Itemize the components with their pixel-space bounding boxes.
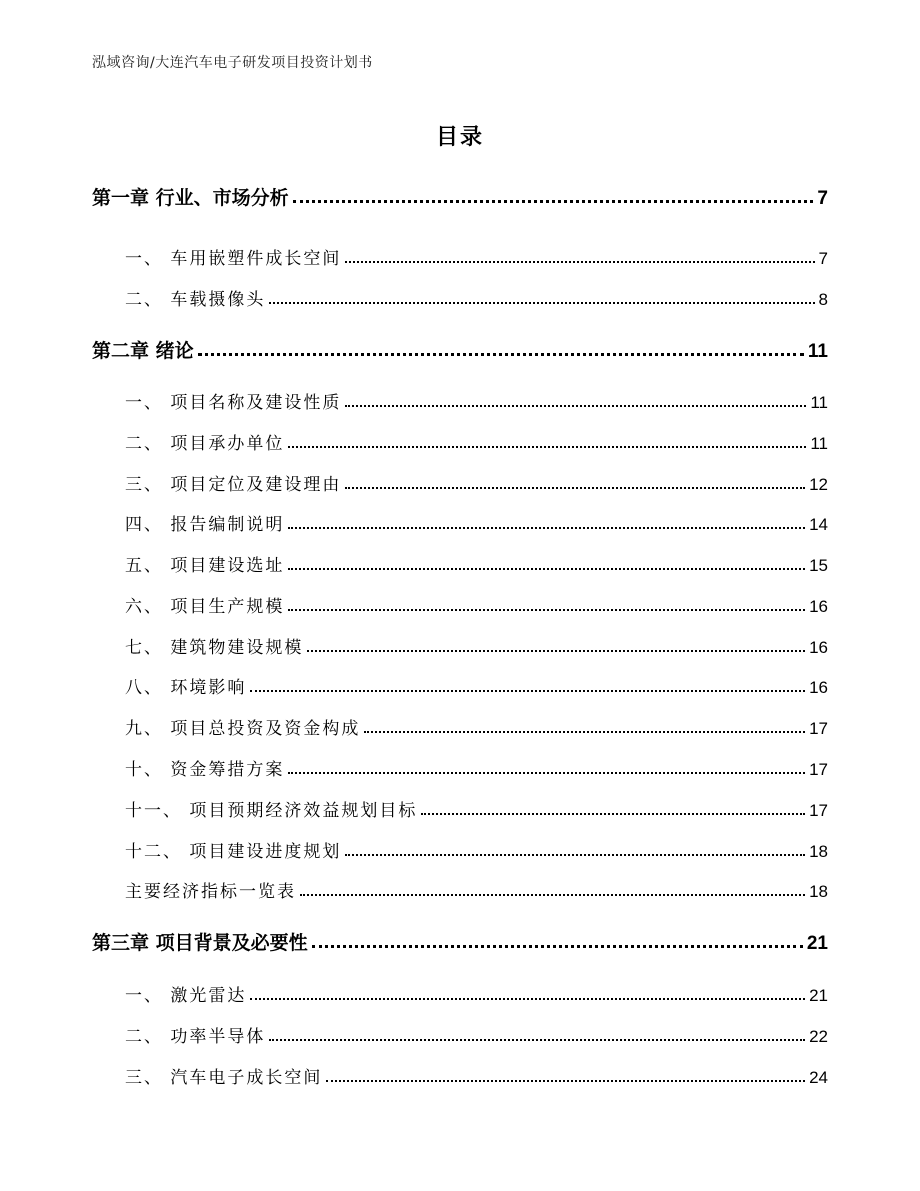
toc-entry-label: 八、 环境影响 xyxy=(125,678,247,698)
toc-entry-page: 18 xyxy=(809,882,828,901)
dot-leader xyxy=(421,813,805,815)
toc-entry-label: 第三章 项目背景及必要性 xyxy=(92,932,308,954)
toc-entry-section[interactable] xyxy=(125,1064,828,1088)
toc-entry-label: 主要经济指标一览表 xyxy=(125,882,296,902)
toc-entry-label: 一、 项目名称及建设性质 xyxy=(125,393,342,413)
toc-entry-section[interactable] xyxy=(125,430,828,454)
toc-entry-label: 三、 汽车电子成长空间 xyxy=(125,1068,323,1088)
toc-entry-section[interactable] xyxy=(125,389,828,413)
toc-entry-page: 16 xyxy=(809,638,828,657)
dot-leader xyxy=(288,772,805,774)
toc-entry-page: 21 xyxy=(806,933,828,954)
toc-entry-page: 17 xyxy=(809,719,828,738)
toc-entry-label: 十二、 项目建设进度规划 xyxy=(125,842,342,862)
toc-entry-label: 五、 项目建设选址 xyxy=(125,556,285,576)
toc-entry-page: 21 xyxy=(809,986,828,1005)
toc-entry-label: 一、 车用嵌塑件成长空间 xyxy=(125,249,342,269)
toc-entry-chapter-1[interactable] xyxy=(92,182,828,210)
dot-leader xyxy=(345,405,806,407)
toc-entry-page: 24 xyxy=(809,1068,828,1087)
toc-entry-label: 三、 项目定位及建设理由 xyxy=(125,475,342,495)
toc-entry-label: 四、 报告编制说明 xyxy=(125,515,285,535)
toc-entry-section[interactable] xyxy=(125,838,828,862)
dot-leader xyxy=(288,446,806,448)
toc-entry-label: 七、 建筑物建设规模 xyxy=(125,638,304,658)
toc-entry-label: 二、 项目承办单位 xyxy=(125,434,285,454)
toc-entry-section[interactable] xyxy=(125,593,828,617)
dot-leader xyxy=(364,731,805,733)
toc-entry-page: 14 xyxy=(809,515,828,534)
toc-entry-section[interactable] xyxy=(125,471,828,495)
toc-entry-section[interactable] xyxy=(125,634,828,658)
toc-entry-page: 8 xyxy=(818,290,828,309)
toc-entry-label: 第一章 行业、市场分析 xyxy=(92,187,289,209)
dot-leader xyxy=(300,894,805,896)
toc-entry-label: 第二章 绪论 xyxy=(92,340,194,362)
toc-entry-label: 九、 项目总投资及资金构成 xyxy=(125,719,361,739)
toc-entry-section[interactable] xyxy=(125,511,828,535)
dot-leader xyxy=(312,945,803,948)
dot-leader xyxy=(250,998,805,1000)
dot-leader xyxy=(345,261,814,263)
toc-entry-chapter-2[interactable] xyxy=(92,335,828,363)
toc-entry-label: 十一、 项目预期经济效益规划目标 xyxy=(125,801,418,821)
dot-leader xyxy=(250,690,805,692)
dot-leader xyxy=(269,1039,805,1041)
toc-entry-label: 二、 车载摄像头 xyxy=(125,290,266,310)
toc-entry-section[interactable] xyxy=(125,878,828,902)
toc-entry-section[interactable] xyxy=(125,674,828,698)
dot-leader xyxy=(288,527,805,529)
toc-entry-label: 十、 资金筹措方案 xyxy=(125,760,285,780)
toc-entry-page: 11 xyxy=(810,434,828,453)
toc-entry-section[interactable] xyxy=(125,286,828,310)
dot-leader xyxy=(269,302,814,304)
dot-leader xyxy=(288,609,805,611)
dot-leader xyxy=(288,568,805,570)
dot-leader xyxy=(326,1080,805,1082)
toc-entry-page: 16 xyxy=(809,678,828,697)
toc-entry-page: 16 xyxy=(809,597,828,616)
toc-entry-page: 11 xyxy=(810,393,828,412)
toc-entry-page: 11 xyxy=(807,341,828,362)
toc-entry-section[interactable] xyxy=(125,245,828,269)
toc-entry-label: 二、 功率半导体 xyxy=(125,1027,266,1047)
toc-entry-label: 一、 激光雷达 xyxy=(125,986,247,1006)
toc-entry-page: 15 xyxy=(809,556,828,575)
toc-entry-page: 7 xyxy=(817,188,828,209)
toc-entry-section[interactable] xyxy=(125,1023,828,1047)
toc-entry-section[interactable] xyxy=(125,715,828,739)
toc-entry-page: 17 xyxy=(809,801,828,820)
running-header: 泓域咨询/大连汽车电子研发项目投资计划书 xyxy=(92,55,373,71)
dot-leader xyxy=(307,650,805,652)
toc-entry-page: 12 xyxy=(809,475,828,494)
dot-leader xyxy=(293,200,814,203)
toc-entry-page: 22 xyxy=(809,1027,828,1046)
toc-entry-page: 17 xyxy=(809,760,828,779)
toc-entry-section[interactable] xyxy=(125,982,828,1006)
toc-entry-section[interactable] xyxy=(125,552,828,576)
toc-entry-chapter-3[interactable] xyxy=(92,927,828,955)
toc-entry-page: 18 xyxy=(809,842,828,861)
toc-entry-section[interactable] xyxy=(125,797,828,821)
dot-leader xyxy=(345,854,805,856)
dot-leader xyxy=(345,487,805,489)
toc-entry-page: 7 xyxy=(818,249,828,268)
toc-title: 目录 xyxy=(435,125,484,150)
toc-entry-section[interactable] xyxy=(125,756,828,780)
dot-leader xyxy=(198,353,804,356)
toc-entry-label: 六、 项目生产规模 xyxy=(125,597,285,617)
